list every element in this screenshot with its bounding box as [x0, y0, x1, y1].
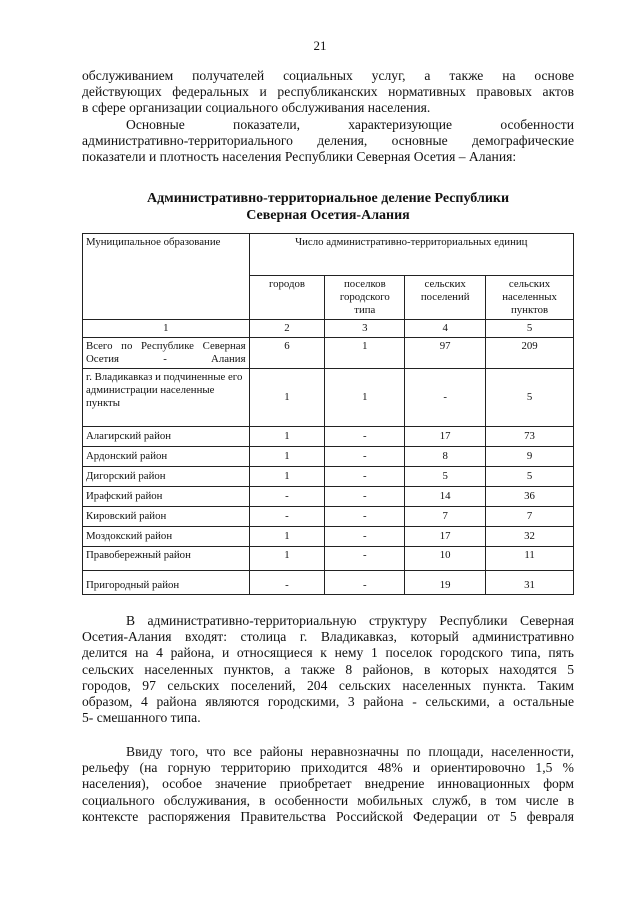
header-count: Число административно-территориальных единиц — [249, 234, 573, 276]
cell-value: 19 — [405, 571, 486, 595]
text-line: действующих федеральных и республиканских нормативных правовых актов — [82, 84, 574, 100]
cell-value: - — [325, 447, 405, 467]
cell-value: 1 — [249, 527, 325, 547]
cell-value: 6 — [249, 338, 325, 369]
cell-value: 97 — [405, 338, 486, 369]
text-line: В административно-территориальную структуру Республики Северная — [126, 613, 574, 628]
cell-value: 32 — [486, 527, 574, 547]
row-name: Пригородный район — [83, 571, 250, 595]
text-line: 5- смешанного типа. — [82, 710, 201, 726]
row-name: Алагирский район — [83, 427, 250, 447]
cell-value: 209 — [486, 338, 574, 369]
row-name: Кировский район — [83, 507, 250, 527]
cell-value: 5 — [486, 467, 574, 487]
cell-value: - — [325, 467, 405, 487]
text-line: показатели и плотность населения Республики Северная Осетия – Алания: — [82, 149, 517, 165]
cell-value: - — [405, 369, 486, 427]
text-line: социального обслуживания, в особенности мобильных служб, в том числе в — [82, 792, 574, 808]
column-header: поселков городского типа — [325, 276, 405, 320]
cell-value: 36 — [486, 487, 574, 507]
column-number: 1 — [83, 320, 250, 338]
column-number: 2 — [249, 320, 325, 338]
cell-value: 9 — [486, 447, 574, 467]
territorial-division-table — [82, 233, 574, 595]
column-number: 5 — [486, 320, 574, 338]
cell-value: 17 — [405, 427, 486, 447]
cell-value: 10 — [405, 547, 486, 571]
cell-value: 1 — [249, 547, 325, 571]
cell-value: - — [325, 487, 405, 507]
cell-value: 8 — [405, 447, 486, 467]
cell-value: 31 — [486, 571, 574, 595]
text-line: делится на 4 района, и относящиеся к нему 1 поселок городского типа, пять — [82, 645, 574, 661]
row-name: г. Владикавказ и подчиненные его администрации населенные пункты — [83, 369, 250, 427]
cell-value: - — [249, 507, 325, 527]
table-title-line: Административно-территориальное деление Республики — [146, 191, 510, 206]
text-line: Осетия-Алания входят: столица г. Владикавказ, который административно — [82, 629, 574, 645]
cell-value: - — [325, 427, 405, 447]
body-paragraph-districts — [82, 744, 574, 825]
row-name: Правобережный район — [83, 547, 250, 571]
cell-value: - — [325, 571, 405, 595]
row-name: Дигорский район — [83, 467, 250, 487]
column-header: сельских населенных пунктов — [486, 276, 574, 320]
body-paragraph-structure — [82, 613, 574, 726]
cell-value: 1 — [249, 467, 325, 487]
text-line: сельских населенных пунктов, а также 8 районов, в которых находятся 5 — [82, 661, 574, 677]
text-line: контексте распоряжения Правительства Российской Федерации от 5 февраля — [82, 808, 574, 824]
column-header: сельских поселений — [405, 276, 486, 320]
text-line: обслуживанием получателей социальных услуг, а также на основе — [82, 68, 574, 83]
column-number: 4 — [405, 320, 486, 338]
cell-value: 5 — [405, 467, 486, 487]
cell-value: 1 — [249, 369, 325, 427]
cell-value: 11 — [486, 547, 574, 571]
table-title-line: Северная Осетия-Алания — [246, 208, 410, 223]
table-title — [82, 190, 574, 224]
cell-value: 7 — [405, 507, 486, 527]
cell-value: 7 — [486, 507, 574, 527]
cell-value: 1 — [325, 338, 405, 369]
column-header: городов — [249, 276, 325, 320]
cell-value: - — [325, 547, 405, 571]
intro-paragraph — [82, 68, 574, 165]
cell-value: - — [249, 487, 325, 507]
cell-value: 1 — [325, 369, 405, 427]
text-line: рельефу (на горную территорию приходится 48% и ориентировочно 1,5 % — [82, 760, 574, 776]
cell-value: 1 — [249, 447, 325, 467]
cell-value: 73 — [486, 427, 574, 447]
row-name: Всего по Республике Северная Осетия - Алания — [83, 338, 250, 369]
row-name: Ардонский район — [83, 447, 250, 467]
cell-value: 1 — [249, 427, 325, 447]
text-line: административно-территориального деления, основные демографические — [82, 132, 574, 148]
text-line: Основные показатели, характеризующие особенности — [126, 116, 574, 132]
text-line: Ввиду того, что все районы неравнозначны по площади, населенности, — [126, 744, 574, 759]
text-line: городов, 97 сельских поселений, 204 сельских населенных пункта. Таким — [82, 677, 574, 693]
text-line: населения), особое значение приобретает внедрение инновационных форм — [82, 776, 574, 792]
column-number: 3 — [325, 320, 405, 338]
text-line: в сфере организации социального обслуживания населения. — [82, 100, 431, 116]
text-line: образом, 4 района являются городскими, 3 района - сельскими, а остальные — [82, 694, 574, 710]
cell-value: 5 — [486, 369, 574, 427]
cell-value: - — [325, 507, 405, 527]
header-municipal: Муниципальное образование — [83, 234, 250, 320]
row-name: Ирафский район — [83, 487, 250, 507]
row-name: Моздокский район — [83, 527, 250, 547]
page-number: 21 — [313, 38, 327, 53]
cell-value: 17 — [405, 527, 486, 547]
cell-value: - — [249, 571, 325, 595]
cell-value: - — [325, 527, 405, 547]
cell-value: 14 — [405, 487, 486, 507]
